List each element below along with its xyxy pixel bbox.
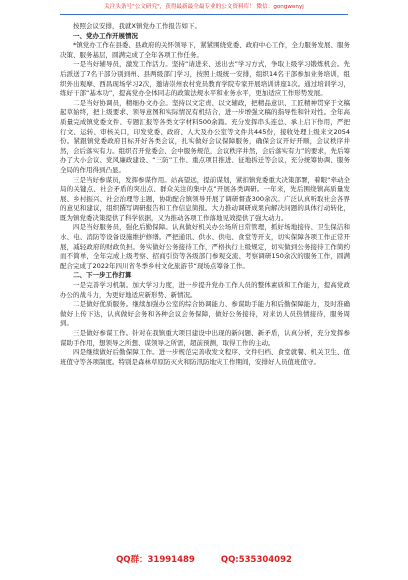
body-paragraph: 一是完善学习机制。加大学习力度，进一步提升党办工作人员的整体素质和工作能力，提高党政办公的战斗力，为更好地适应新形势、新情况。 — [60, 281, 350, 299]
footer-contact — [0, 553, 408, 565]
banner-text: 关注头条号"公文研究"，获得最新最全最专业的公文资料库！ — [104, 4, 255, 10]
header-banner — [0, 4, 408, 11]
footer-qq: QQ:535304092 — [220, 555, 292, 565]
intro-paragraph: 按照会议安排，我就X镇党办工作报告如下。 — [73, 22, 201, 30]
body-paragraph: 三是当好参谋员，发挥参谋作用。站高望远，提前谋划，紧扣镇党委重大决策部署，着眼“牵动全局的关键点、社会矛盾的突出点、群众关注的集中点”开展各类调研。一年来，先后围绕镇高质量发展、乡村振兴、社会治理等主题，协助配合镇领导开展了调研督查300余次。广泛认真听取社会各界的意见和建议，组织撰写调研报告和工作信息简报。大力推动调研成果向解决问题的具体行动转化，既为镇党委决策提供了科学依据，又为推动各项工作落地见效提供了强大动力。 — [60, 175, 350, 222]
body-paragraph: 二是当好协调员，精细办文办会。坚持以文定责、以文辅政，把精品意识、工匠精神贯穿于文稿起草始终，把上级要求、领导意图和实际情况有机结合，进一步增强文稿的指导性和针对性。全年高质量完成镇党委文件、专题汇报等各类文字材料500余篇。充分发挥串头连总、承上启下作用，严把行文、运转、审核关口，印发党委、政府、人大及办公室等文件共445份，接收处理上级来文2054份。紧跟镇党委政府目标开好各类会议，扎实做好会议保障服务，确保会议开好开顺，会议秩序井然，会后落实有力。组织召开党委会、会中服务规范，会议秩序井然，会后落实有力”的要求，先后筹办了大小会议、党风廉政建设、“三防”工作、重点项目推进、征地拆迁等会议，充分统筹协调、服务全局的作用得到凸显。 — [60, 98, 350, 174]
body-paragraph: 四是继续做好后勤保障工作。进一步规范完善收发文程序、文件归档、食堂就餐、机关卫生、值班值守等各项制度。特别是森林草原防灭火和防汛防地灾工作期间，安排好人员值班值守。 — [60, 348, 350, 366]
body-paragraph: *镇党办工作在县委、县政府的关怀领导下，紧紧围绕党委、政府中心工作，全力服务发展、服务决策、服务基层，圆满完成了全年各项工作任务。 — [60, 41, 350, 59]
footer-qq-group: QQ群：31991489 — [116, 555, 195, 565]
body-paragraph: 四是当好服务员，强化后勤保障。认真做好机关办公场所日常管理，抓好场地接待、卫生保洁和水、电、消防等设备设施维护修缮。严把通讯、供水、供电、食堂等开支，切实保障各项工作正常开展，减轻政府的财政负担。务实做好公务接待工作，严格执行上级规定，切实做到公务接待工作简约而不简单，全年完成上级考察、招商引资等各级部门参观交流、考察调研150余次的服务工作，圆满配合完成了2022年四川省冬季乡村文化旅游节“现场点筹备工作。 — [60, 223, 350, 270]
section-heading: 二、下一步工作打算 — [73, 271, 132, 280]
header-divider — [60, 14, 348, 15]
document-body — [60, 22, 350, 542]
body-paragraph: 一是当好辅导员，激发工作活力。坚持“请进来、送出去”学习方式，争取上级学习锻炼机会。先后派送了7名干部分别到州、县两级部门学习，按照上级统一安排，组织14名干部参加业务培训，组织外出观摩、西昌现场学习2次，邀请崇州农村党员教育学院专家开展培训讲座1次。通过培训学习，练好干部“基本功”，提高党办全体同志的政策法规水平和业务水平，更加适应工作形势发展。 — [60, 60, 350, 98]
body-paragraph: 三是做好参谋工作。针对在我镇重大项目建设中出现的新问题、新矛盾，认真分析，充分发挥参谋助手作用，想领导之所想、谋领导之所需，超前预测，取得工作的主动。 — [60, 329, 350, 347]
body-paragraph: 二是做好优质服务。继续加强办公室的综合协调能力、参谋助手能力和后勤保障能力，及时准确做好上传下达，认真做好会务和各种会议会务保障，做好公务接待，对来访人员热情接待，服务周到。 — [60, 300, 350, 328]
section-heading: 一、党办工作开展情况 — [73, 31, 138, 40]
banner-wechat: 微信：gongwenyj — [256, 4, 304, 10]
